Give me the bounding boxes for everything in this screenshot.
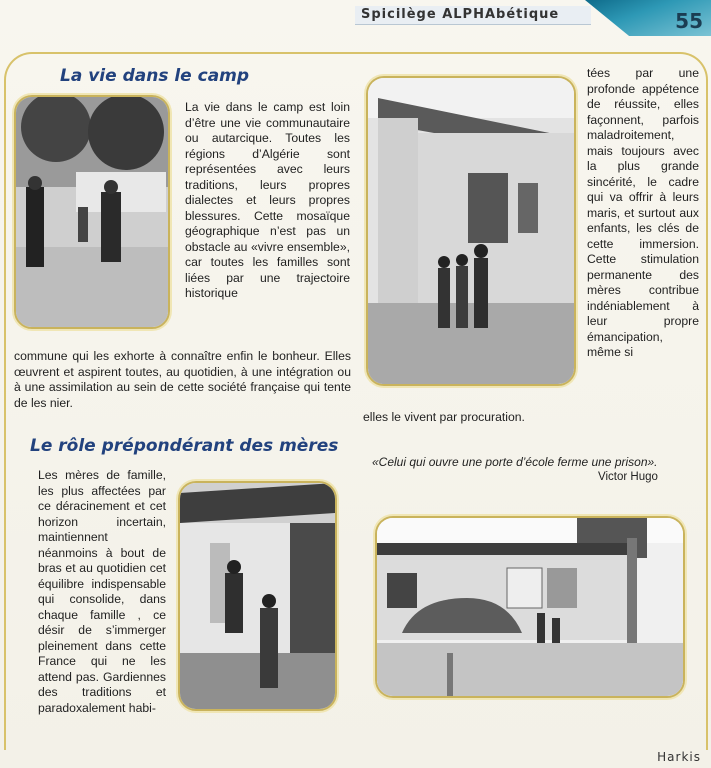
section-header: Spicilège ALPHAbétique	[355, 6, 591, 25]
article1-body-lower: commune qui les exhorte à connaître enfin le bonheur. Elles œuvrent et aspirent toutes, au quotidien, à une intégration ou à une assimilation au sein de cette société française qui tente de les nier.	[14, 349, 351, 410]
right-column-continuation: elles le vivent par procuration.	[363, 410, 525, 424]
photo-men-in-camp	[14, 95, 170, 329]
page-footer: Harkis	[657, 750, 701, 764]
page-number: 55	[675, 9, 703, 33]
quote-text: «Celui qui ouvre une porte d’école ferme une prison».	[372, 455, 658, 469]
photo-mother-and-child	[178, 481, 337, 711]
quote-author: Victor Hugo	[598, 471, 658, 483]
photo-covered-car-at-house	[375, 516, 685, 698]
article-title-mothers-role: Le rôle prépondérant des mères	[30, 436, 339, 456]
article-title-camp-life: La vie dans le camp	[60, 66, 250, 86]
article2-body: Les mères de famille, les plus affectées par ce déracinement et cet horizon incertain, maintiennent néanmoins à bout de bras et au quotidien cet équilibre indispensable qui consolide, dans chaque famille , ce désir de s’immerger pleinement dans cette France qui ne les attend pas. Gardiennes des traditions et paradoxalement habi-	[38, 468, 166, 715]
photo-children-by-barracks	[366, 76, 576, 386]
article1-body-upper: La vie dans le camp est loin d’être une vie communautaire ou autarcique. Toutes les régions d’Algérie sont représentées avec leurs traditions, leurs propres dialectes et leurs propres blessures. Cette mosaïque géographique n’est pas un obstacle au «vivre ensemble», car toutes les familles sont liées par une trajectoire historique	[185, 100, 350, 300]
right-column-body: tées par une profonde appétence de réussite, elles façonnent, parfois maladroitement, mais toujours avec la plus grande sincérité, le cadre qui va offrir à leurs maris, et surtout aux enfants, les clés de cette immersion. Cette stimulation permanente des mères contribue indéniablement à leur propre émancipation, même si	[587, 66, 699, 359]
